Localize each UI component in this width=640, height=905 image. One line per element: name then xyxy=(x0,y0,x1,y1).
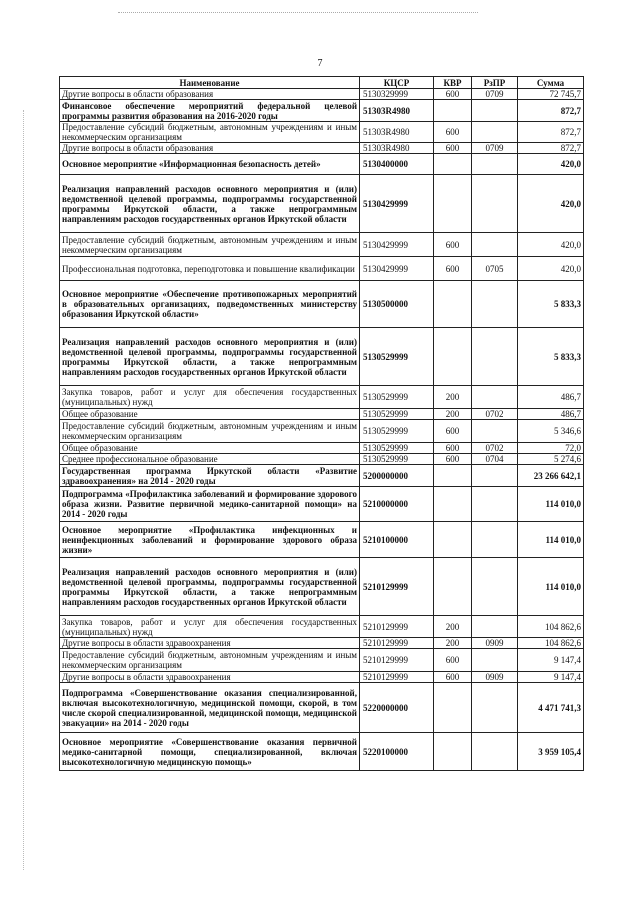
table-row xyxy=(60,683,584,733)
row-kcsr: 5130529999 xyxy=(360,443,434,454)
row-name: Другие вопросы в области здравоохранения xyxy=(60,638,360,649)
row-kcsr: 5210129999 xyxy=(360,649,434,672)
row-sum: 5 833,3 xyxy=(518,328,584,386)
table-row xyxy=(60,616,584,638)
row-kvr: 200 xyxy=(434,638,472,649)
row-kvr: 600 xyxy=(434,443,472,454)
row-name: Реализация направлений расходов основного мероприятия и (или) ведомственной целевой программы, подпрограммы государственной программы Иркутской области, а также непрограммным направлениям расходов государственных органов Иркутской области xyxy=(60,558,360,616)
row-kvr: 200 xyxy=(434,386,472,409)
row-kvr xyxy=(434,522,472,558)
row-kvr: 600 xyxy=(434,257,472,281)
row-kcsr: 5130529999 xyxy=(360,420,434,443)
row-rzpr xyxy=(472,100,518,122)
row-sum: 104 862,6 xyxy=(518,638,584,649)
row-rzpr: 0704 xyxy=(472,454,518,465)
header-rzpr: РзПР xyxy=(472,77,518,89)
row-kvr: 600 xyxy=(434,672,472,683)
row-name: Реализация направлений расходов основного мероприятия и (или) ведомственной целевой программы, подпрограммы государственной программы Иркутской области, а также непрограммным направлениям расходов государственных органов Иркутской области xyxy=(60,175,360,233)
row-name: Предоставление субсидий бюджетным, автономным учреждениям и иным некоммерческим организациям xyxy=(60,122,360,143)
row-kvr: 600 xyxy=(434,454,472,465)
row-rzpr: 0702 xyxy=(472,409,518,420)
row-name: Профессиональная подготовка, переподготовка и повышение квалификации xyxy=(60,257,360,281)
row-name: Среднее профессиональное образование xyxy=(60,454,360,465)
row-sum: 104 862,6 xyxy=(518,616,584,638)
table-row xyxy=(60,672,584,683)
row-name: Предоставление субсидий бюджетным, автономным учреждениям и иным некоммерческим организациям xyxy=(60,420,360,443)
table-row xyxy=(60,733,584,771)
row-sum: 420,0 xyxy=(518,175,584,233)
row-kcsr: 5210000000 xyxy=(360,487,434,522)
row-kcsr: 5220000000 xyxy=(360,683,434,733)
row-kcsr: 5130329999 xyxy=(360,89,434,100)
row-rzpr xyxy=(472,616,518,638)
row-kcsr: 5210129999 xyxy=(360,616,434,638)
row-rzpr xyxy=(472,233,518,257)
row-rzpr: 0909 xyxy=(472,672,518,683)
row-sum: 420,0 xyxy=(518,154,584,175)
table-row xyxy=(60,454,584,465)
row-sum: 5 833,3 xyxy=(518,281,584,328)
row-rzpr xyxy=(472,386,518,409)
table-row xyxy=(60,89,584,100)
table-row xyxy=(60,558,584,616)
row-name: Основное мероприятие «Обеспечение противопожарных мероприятий в образовательных организациях, подведомственных министерству образования Иркутской области» xyxy=(60,281,360,328)
row-kcsr: 5130529999 xyxy=(360,328,434,386)
table-row xyxy=(60,175,584,233)
row-sum: 4 471 741,3 xyxy=(518,683,584,733)
row-kcsr: 5130529999 xyxy=(360,409,434,420)
table-row xyxy=(60,487,584,522)
page-number: 7 xyxy=(317,58,323,69)
row-sum: 486,7 xyxy=(518,409,584,420)
row-rzpr: 0702 xyxy=(472,443,518,454)
row-rzpr: 0709 xyxy=(472,143,518,154)
row-name: Основное мероприятие «Профилактика инфекционных и неинфекционных заболеваний и формирование здорового образа жизни» xyxy=(60,522,360,558)
row-kvr xyxy=(434,558,472,616)
table-body xyxy=(60,89,584,771)
row-kcsr: 5130429999 xyxy=(360,175,434,233)
row-kcsr: 5130400000 xyxy=(360,154,434,175)
table-row xyxy=(60,638,584,649)
scan-artifact-margin xyxy=(23,110,24,870)
table-row xyxy=(60,100,584,122)
row-rzpr xyxy=(472,649,518,672)
row-kcsr: 5130529999 xyxy=(360,454,434,465)
row-sum: 9 147,4 xyxy=(518,649,584,672)
row-kcsr: 5210129999 xyxy=(360,558,434,616)
row-name: Финансовое обеспечение мероприятий федеральной целевой программы развития образования на 2016-2020 годы xyxy=(60,100,360,122)
row-sum: 486,7 xyxy=(518,386,584,409)
row-kvr xyxy=(434,733,472,771)
row-name: Предоставление субсидий бюджетным, автономным учреждениям и иным некоммерческим организациям xyxy=(60,649,360,672)
row-kvr xyxy=(434,281,472,328)
header-name: Наименование xyxy=(60,77,360,89)
row-kvr: 600 xyxy=(434,420,472,443)
row-rzpr xyxy=(472,154,518,175)
table-row xyxy=(60,386,584,409)
row-name: Подпрограмма «Профилактика заболеваний и формирование здорового образа жизни. Развитие первичной медико-санитарной помощи» на 2014 - 2020 годы xyxy=(60,487,360,522)
row-rzpr xyxy=(472,175,518,233)
table-row xyxy=(60,257,584,281)
row-kcsr: 5130529999 xyxy=(360,386,434,409)
table-row xyxy=(60,122,584,143)
table-row xyxy=(60,465,584,487)
row-sum: 114 010,0 xyxy=(518,487,584,522)
row-sum: 3 959 105,4 xyxy=(518,733,584,771)
row-kvr xyxy=(434,175,472,233)
table-row xyxy=(60,233,584,257)
row-kvr: 600 xyxy=(434,649,472,672)
row-sum: 420,0 xyxy=(518,233,584,257)
table-row xyxy=(60,420,584,443)
row-name: Общее образование xyxy=(60,409,360,420)
row-kvr xyxy=(434,154,472,175)
row-kvr: 200 xyxy=(434,409,472,420)
row-sum: 23 266 642,1 xyxy=(518,465,584,487)
row-kcsr: 5130429999 xyxy=(360,233,434,257)
row-rzpr xyxy=(472,420,518,443)
row-sum: 872,7 xyxy=(518,100,584,122)
row-kcsr: 51303R4980 xyxy=(360,122,434,143)
row-name: Закупка товаров, работ и услуг для обеспечения государственных (муниципальных) нужд xyxy=(60,386,360,409)
row-rzpr xyxy=(472,558,518,616)
row-sum: 114 010,0 xyxy=(518,558,584,616)
row-kcsr: 51303R4980 xyxy=(360,143,434,154)
row-rzpr: 0709 xyxy=(472,89,518,100)
row-sum: 5 346,6 xyxy=(518,420,584,443)
table-row xyxy=(60,328,584,386)
table-row xyxy=(60,143,584,154)
row-rzpr xyxy=(472,683,518,733)
row-kvr xyxy=(434,683,472,733)
table-row xyxy=(60,649,584,672)
row-sum: 420,0 xyxy=(518,257,584,281)
row-name: Государственная программа Иркутской области «Развитие здравоохранения» на 2014 - 2020 годы xyxy=(60,465,360,487)
row-kvr: 600 xyxy=(434,143,472,154)
row-rzpr xyxy=(472,487,518,522)
row-name: Закупка товаров, работ и услуг для обеспечения государственных (муниципальных) нужд xyxy=(60,616,360,638)
header-sum: Сумма xyxy=(518,77,584,89)
row-kvr xyxy=(434,487,472,522)
table-row xyxy=(60,443,584,454)
row-kcsr: 5210129999 xyxy=(360,638,434,649)
table-row xyxy=(60,154,584,175)
row-rzpr xyxy=(472,522,518,558)
row-sum: 872,7 xyxy=(518,122,584,143)
row-sum: 9 147,4 xyxy=(518,672,584,683)
row-rzpr: 0909 xyxy=(472,638,518,649)
row-rzpr xyxy=(472,122,518,143)
row-kvr: 200 xyxy=(434,616,472,638)
row-kvr: 600 xyxy=(434,233,472,257)
scan-artifact-line xyxy=(118,12,478,13)
budget-table xyxy=(59,76,584,771)
row-name: Реализация направлений расходов основного мероприятия и (или) ведомственной целевой программы, подпрограммы государственной программы Иркутской области, а также непрограммным направлениям расходов государственных органов Иркутской области xyxy=(60,328,360,386)
row-kcsr: 5210129999 xyxy=(360,672,434,683)
table-row xyxy=(60,522,584,558)
row-sum: 72,0 xyxy=(518,443,584,454)
row-kvr: 600 xyxy=(434,89,472,100)
row-kvr xyxy=(434,100,472,122)
row-kcsr: 51303R4980 xyxy=(360,100,434,122)
row-rzpr xyxy=(472,465,518,487)
header-kvr: КВР xyxy=(434,77,472,89)
row-kcsr: 5210100000 xyxy=(360,522,434,558)
row-name: Подпрограмма «Совершенствование оказания специализированной, включая высокотехнологичную, медицинской помощи, скорой, в том числе скорой специализированной, медицинской помощи, медицинской эвакуации» на 2014 - 2020 годы xyxy=(60,683,360,733)
row-kvr: 600 xyxy=(434,122,472,143)
row-kvr xyxy=(434,465,472,487)
row-rzpr xyxy=(472,281,518,328)
row-sum: 872,7 xyxy=(518,143,584,154)
row-name: Основное мероприятие «Информационная безопасность детей» xyxy=(60,154,360,175)
row-kcsr: 5200000000 xyxy=(360,465,434,487)
row-name: Другие вопросы в области образования xyxy=(60,143,360,154)
row-kcsr: 5130429999 xyxy=(360,257,434,281)
row-rzpr xyxy=(472,733,518,771)
row-rzpr: 0705 xyxy=(472,257,518,281)
row-kcsr: 5220100000 xyxy=(360,733,434,771)
row-sum: 5 274,6 xyxy=(518,454,584,465)
row-rzpr xyxy=(472,328,518,386)
row-name: Общее образование xyxy=(60,443,360,454)
row-name: Предоставление субсидий бюджетным, автономным учреждениям и иным некоммерческим организациям xyxy=(60,233,360,257)
row-kvr xyxy=(434,328,472,386)
row-sum: 114 010,0 xyxy=(518,522,584,558)
row-sum: 72 745,7 xyxy=(518,89,584,100)
row-name: Другие вопросы в области здравоохранения xyxy=(60,672,360,683)
table-row xyxy=(60,409,584,420)
row-kcsr: 5130500000 xyxy=(360,281,434,328)
table-row xyxy=(60,281,584,328)
row-name: Другие вопросы в области образования xyxy=(60,89,360,100)
row-name: Основное мероприятие «Совершенствование оказания первичной медико-санитарной помощи, специализированной, включая высокотехнологичную медицинскую помощь» xyxy=(60,733,360,771)
header-kcsr: КЦСР xyxy=(360,77,434,89)
table-header-row xyxy=(60,77,584,89)
